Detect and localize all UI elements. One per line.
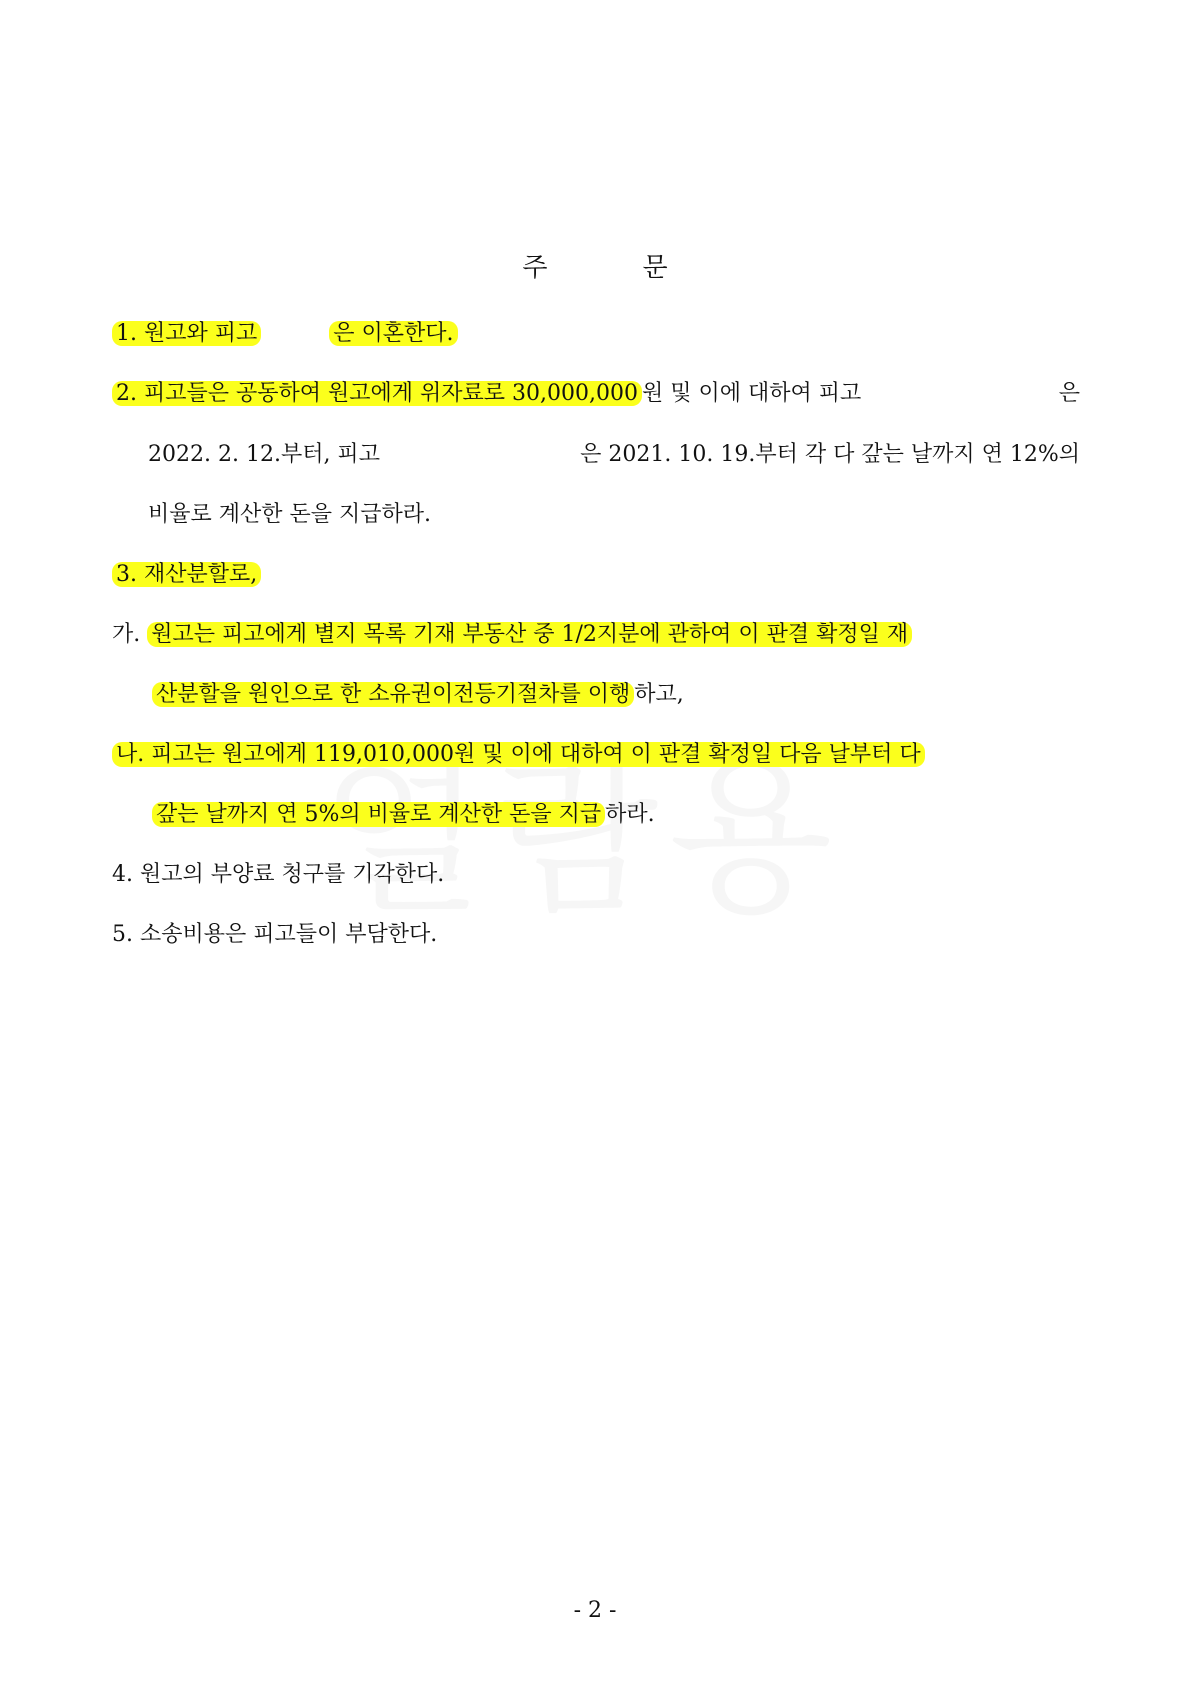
order-item-3-na-line-1 — [112, 737, 1080, 773]
title-char-2: 문 — [642, 253, 668, 283]
ga-line2-rest: 하고, — [634, 682, 684, 707]
item2-highlight: 2. 피고들은 공동하여 원고에게 위자료로 30,000,000 — [112, 381, 642, 406]
order-item-3-ga-line-2 — [152, 677, 684, 713]
order-item-4: 4. 원고의 부양료 청구를 기각한다. — [112, 862, 445, 887]
na-line2-rest: 하라. — [605, 802, 655, 827]
item1-highlight-b: 은 이혼한다. — [329, 321, 457, 346]
item2-text-end: 은 — [1058, 381, 1080, 406]
order-item-3-heading — [112, 557, 261, 593]
na-line2-highlight: 갚는 날까지 연 5%의 비율로 계산한 돈을 지급 — [152, 802, 605, 827]
item3-heading-highlight: 3. 재산분할로, — [112, 562, 261, 587]
ga-line1-highlight: 원고는 피고에게 별지 목록 기재 부동산 중 1/2지분에 관하여 이 판결 확정일 재 — [147, 622, 912, 647]
order-item-3-ga-line-1 — [112, 617, 1080, 653]
page-number: - 2 - — [573, 1598, 617, 1623]
order-item-1 — [112, 316, 458, 352]
item2-line2-b: 은 2021. 10. 19.부터 각 다 갚는 날까지 연 12%의 — [580, 442, 1080, 467]
item2-text: 원 및 이에 대하여 피고 — [641, 381, 862, 406]
item1-highlight-a: 1. 원고와 피고 — [112, 321, 261, 346]
item2-line2-a: 2022. 2. 12.부터, 피고 — [148, 442, 380, 467]
na-line1-highlight: 나. 피고는 원고에게 119,010,000원 및 이에 대하여 이 판결 확정일 다음 날부터 다 — [112, 742, 925, 767]
order-item-3-na-line-2 — [152, 797, 655, 833]
order-item-2-line-3: 비율로 계산한 돈을 지급하라. — [148, 502, 431, 527]
order-item-2-line-2 — [148, 437, 1080, 473]
title-char-1: 주 — [522, 253, 548, 283]
order-item-5: 5. 소송비용은 피고들이 부담한다. — [112, 922, 438, 947]
page-title — [0, 248, 1190, 288]
order-item-2-line-1 — [112, 376, 1080, 412]
ga-line2-highlight: 산분할을 원인으로 한 소유권이전등기절차를 이행 — [152, 682, 634, 707]
ga-label: 가. — [112, 622, 141, 647]
